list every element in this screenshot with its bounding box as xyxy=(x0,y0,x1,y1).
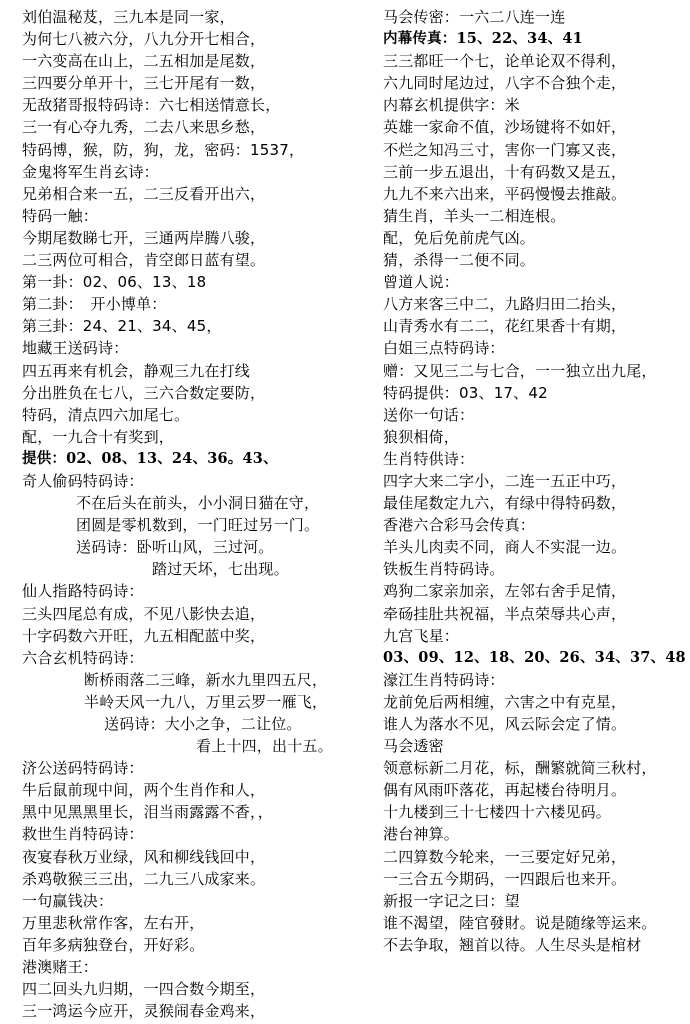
left-text-line: 不在后头在前头，小小洞日猫在守， xyxy=(76,494,320,513)
left-text-line: 特码博，猴，防，狗，龙，密码：1537， xyxy=(22,140,305,159)
right-text-line: 猜，杀得一二便不同。 xyxy=(383,251,536,270)
left-text-line: 团圆是零机数到，一门旺过另一门。 xyxy=(76,516,320,535)
right-text-line: 领意标新二月花，标，酬繁就简三秋村， xyxy=(383,759,657,778)
right-text-line: 香港六合彩马会传真： xyxy=(383,516,536,535)
left-text-line: 第二卦： 开小博单： xyxy=(22,295,167,314)
right-text-line: 偶有风雨吓落花，再起楼台待明月。 xyxy=(383,781,627,800)
left-text-line: 二三两位可相合，肯空郎日蓝有望。 xyxy=(22,251,266,270)
left-text-line: 地藏王送码诗： xyxy=(22,339,129,358)
right-text-line: 谁人为落水不见，风云际会定了情。 xyxy=(383,715,627,733)
left-text-line: 仙人指路特码诗： xyxy=(22,582,144,601)
left-text-line: 三头四尾总有成，不见八影快去追， xyxy=(22,604,266,623)
right-text-line: 二四算数今轮来，一三要定好兄弟， xyxy=(383,847,627,866)
right-text-line: 新报一字记之曰：望 xyxy=(383,891,520,910)
left-text-line: 济公送码特码诗： xyxy=(22,759,144,778)
right-text-line: 羊头儿肉卖不同，商人不实混一边。 xyxy=(383,538,627,557)
left-text-line: 分出胜负在七八，三六合数定要防， xyxy=(22,383,266,402)
right-text-line: 三三都旺一个七，论单论双不得利， xyxy=(383,52,627,71)
right-text-line: 送你一句话： xyxy=(383,405,475,424)
right-text-line: 牵砀挂肚共祝福，半点荣辱共心声， xyxy=(383,604,627,623)
left-text-line: 百年多病独登台，开好彩。 xyxy=(22,935,205,954)
left-text-line: 金鬼将军生肖玄诗： xyxy=(22,162,159,181)
left-text-line: 牛后鼠前现中间，两个生肖作和人， xyxy=(22,781,266,800)
right-text-line: 猜生肖，羊头一二相连根。 xyxy=(383,206,566,225)
right-text-line: 不烂之知冯三寸，害你一门寡又丧， xyxy=(383,140,627,159)
left-text-line: 四二回头九归期，一四合数今期至， xyxy=(22,980,266,999)
right-text-line: 03、09、12、18、20、26、34、37、48 xyxy=(383,648,686,666)
left-text-line: 三一鸿运今应开，灵猴闹春金鸡来， xyxy=(22,1002,266,1021)
left-text-line: 提供：02、08、13、24、36。43、 xyxy=(22,449,278,467)
right-text-line: 九宫飞星： xyxy=(383,626,460,645)
right-text-line: 狼狈相倚， xyxy=(383,427,460,446)
right-text-line: 铁板生肖特码诗。 xyxy=(383,560,505,579)
left-text-line: 奇人偷码特码诗： xyxy=(22,471,144,490)
right-text-line: 濠江生肖特码诗： xyxy=(383,670,505,689)
left-text-line: 三一有心夺九秀，二去八来思乡愁， xyxy=(22,118,266,137)
left-text-line: 无敌猪哥报特码诗：六七相送情意长， xyxy=(22,96,281,115)
left-text-line: 送码诗：卧听山风，三过河。 xyxy=(76,538,274,557)
right-text-line: 鸡狗二家亲加亲，左邻右舍手足情， xyxy=(383,582,627,601)
left-text-line: 六合玄机特码诗： xyxy=(22,648,144,667)
left-text-line: 断桥雨落二三峰，新水九里四五尺， xyxy=(84,670,328,689)
right-text-line: 配，免后免前虎气凶。 xyxy=(383,228,536,247)
left-text-line: 为何七八被六分，八九分开七相合， xyxy=(22,30,266,49)
right-text-line: 九九不来六出来，平码慢慢去推敲。 xyxy=(383,184,627,203)
right-text-line: 港台神算。 xyxy=(383,825,460,844)
left-text-line: 配，一九合十有奖到， xyxy=(22,427,175,446)
right-text-line: 英雄一家命不值，沙场键将不如奸， xyxy=(383,118,627,137)
left-text-line: 黑中见黑黑里长，泪当雨露露不香，， xyxy=(22,803,273,822)
right-text-line: 龙前免后两相缠，六害之中有克星， xyxy=(383,692,627,711)
right-text-line: 特码提供：03、17、42 xyxy=(383,383,548,402)
right-text-line: 白姐三点特码诗： xyxy=(383,339,505,358)
left-text-line: 夜宴春秋万业绿，风和柳线钱回中， xyxy=(22,847,266,866)
left-text-line: 送码诗：大小之争，二让位。 xyxy=(104,715,302,733)
left-text-line: 刘伯温秘芨，三九本是同一家， xyxy=(22,8,235,26)
right-text-line: 马会传密：一六二八连一连 xyxy=(383,8,566,26)
right-text-line: 六九同时尾边过，八字不合独个走， xyxy=(383,74,627,93)
right-text-line: 十九楼到三十七楼四十六楼见码。 xyxy=(383,803,612,822)
left-text-line: 第一卦：02、06、13、18 xyxy=(22,273,207,292)
left-text-line: 特码一触： xyxy=(22,206,99,225)
right-text-line: 内幕玄机提供字：米 xyxy=(383,96,520,115)
right-column xyxy=(383,6,686,956)
left-text-line: 踏过天坏，七出现。 xyxy=(152,560,289,579)
left-text-line: 看上十四，出十五。 xyxy=(196,737,333,756)
right-text-line: 四字大来二字小，二连一五正中巧， xyxy=(383,471,627,490)
right-text-line: 八方来客三中二，九路归田二抬头， xyxy=(383,295,627,314)
left-text-line: 十字码数六开旺，九五相配蓝中奖， xyxy=(22,626,266,645)
left-text-line: 万里悲秋常作客，左右开， xyxy=(22,913,205,932)
right-text-line: 山青秀水有二二，花红果香十有期， xyxy=(383,317,627,336)
left-text-line: 杀鸡敬猴三三出，二九三八成家来。 xyxy=(22,869,266,888)
left-column xyxy=(22,6,362,1022)
right-text-line: 马会透密 xyxy=(383,737,444,756)
left-text-line: 一六变高在山上，二五相加是尾数， xyxy=(22,52,266,71)
left-text-line: 救世生肖特码诗： xyxy=(22,825,144,844)
right-text-line: 赠：又见三二与七合，一一独立出九尾， xyxy=(383,361,657,380)
right-text-line: 谁不渴望，陸官發財。说是随缘等运来。 xyxy=(383,913,657,932)
right-text-line: 生肖特供诗： xyxy=(383,449,475,468)
right-text-line: 内幕传真：15、22、34、41 xyxy=(383,30,583,48)
left-text-line: 港澳赌王： xyxy=(22,958,99,977)
left-text-line: 一句赢钱决： xyxy=(22,891,114,910)
left-text-line: 半岭天风一九八，万里云罗一雁飞， xyxy=(84,692,328,711)
left-text-line: 兄弟相合来一五，二三反看开出六， xyxy=(22,184,266,203)
left-text-line: 特码，清点四六加尾七。 xyxy=(22,405,190,424)
right-text-line: 最佳尾数定九六，有绿中得特码数， xyxy=(383,494,627,513)
right-text-line: 三前一步五退出，十有码数又是五， xyxy=(383,162,627,181)
right-text-line: 一三合五今期码，一四跟后也来开。 xyxy=(383,869,627,888)
left-text-line: 四五再来有机会，静观三九在打线 xyxy=(22,361,251,380)
left-text-line: 第三卦：24、21、34、45， xyxy=(22,317,222,336)
left-text-line: 今期尾数睇七开，三通两岸腾八骏， xyxy=(22,228,266,247)
right-text-line: 曾道人说： xyxy=(383,273,460,292)
right-text-line: 不去争取，翘首以待。人生尽头是棺材 xyxy=(383,935,642,954)
left-text-line: 三四要分单开十，三七开尾有一数， xyxy=(22,74,266,93)
